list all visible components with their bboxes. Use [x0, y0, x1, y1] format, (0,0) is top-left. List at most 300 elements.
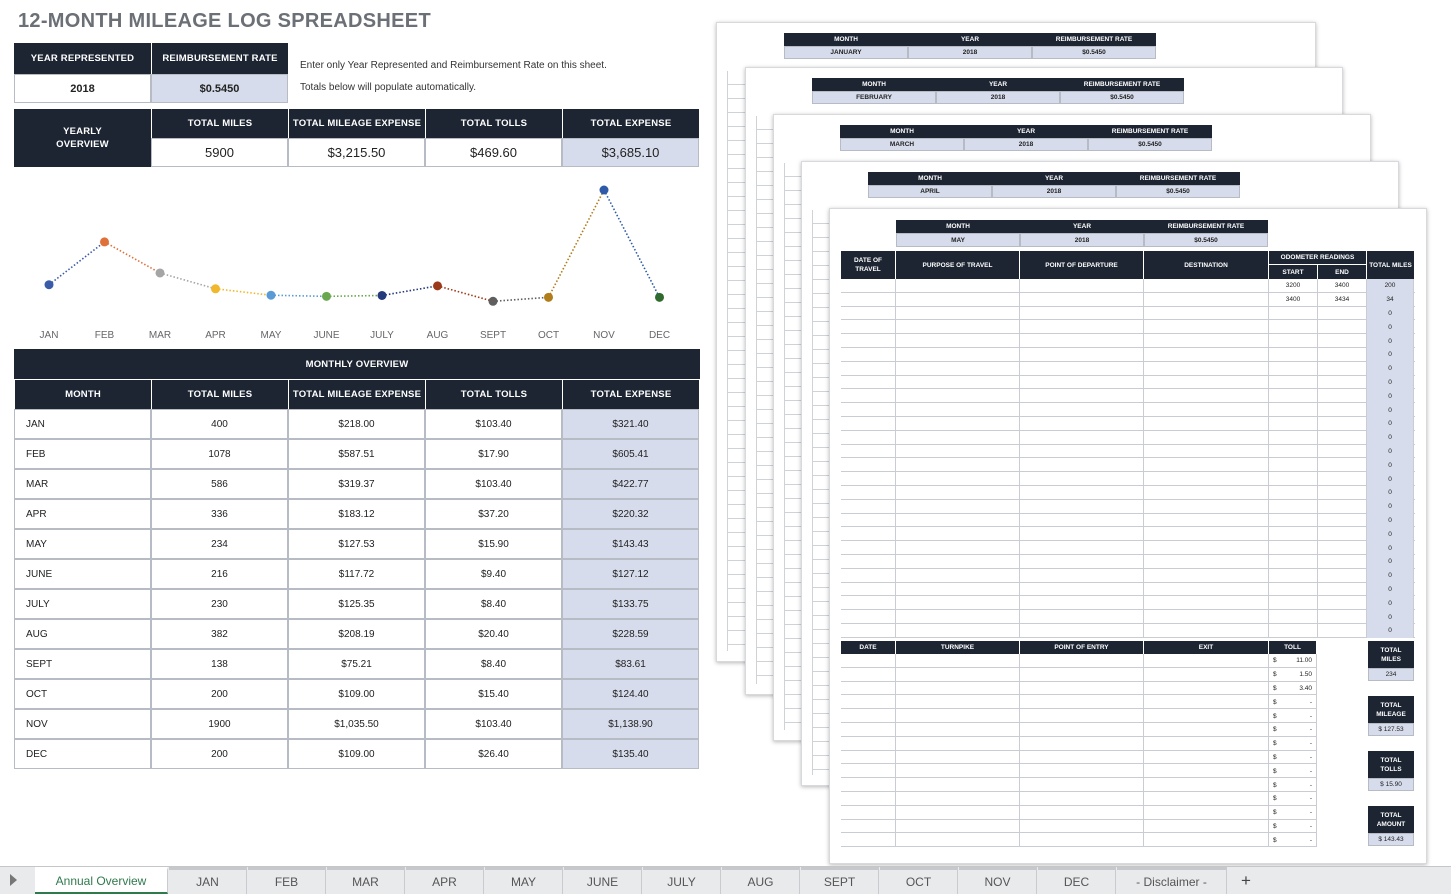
- trip-cell: 0: [1367, 555, 1414, 569]
- x-tick-label: AUG: [426, 330, 449, 341]
- tab-june[interactable]: JUNE: [564, 867, 642, 894]
- series-segment: [493, 297, 549, 301]
- x-tick-label: NOV: [593, 330, 615, 341]
- monthly-cell: 216: [151, 559, 288, 589]
- add-sheet-plus-icon[interactable]: +: [1241, 870, 1251, 890]
- toll-column-header: TURNPIKE: [896, 641, 1019, 654]
- table-row: [841, 654, 1317, 668]
- monthly-cell: $125.35: [288, 589, 425, 619]
- trip-cell: [1318, 362, 1367, 376]
- summary-label: TOTAL MILEAGE: [1368, 696, 1414, 723]
- trip-column-header: POINT OF DEPARTURE: [1020, 251, 1143, 279]
- trip-cell: 0: [1367, 307, 1414, 321]
- trip-cell: [1269, 541, 1318, 555]
- trip-cell: [841, 376, 896, 390]
- table-row: [841, 307, 1415, 321]
- trip-cell: 0: [1367, 500, 1414, 514]
- trip-cell: [1020, 431, 1144, 445]
- tab-apr[interactable]: APR: [406, 867, 484, 894]
- trip-cell: 0: [1367, 320, 1414, 334]
- trip-cell: [1144, 486, 1269, 500]
- monthly-cell: $109.00: [288, 679, 425, 709]
- trip-cell: [841, 417, 896, 431]
- trip-cell: [896, 320, 1020, 334]
- trip-cell: [1020, 610, 1144, 624]
- tab-feb[interactable]: FEB: [248, 867, 326, 894]
- toll-cell: [841, 654, 896, 668]
- trip-cell: [1318, 596, 1367, 610]
- trip-cell: 0: [1367, 334, 1414, 348]
- table-row: [841, 279, 1415, 293]
- trip-cell: [1144, 403, 1269, 417]
- trip-cell: [841, 500, 896, 514]
- preview-year-value: 2018: [992, 185, 1116, 198]
- trip-cell: [1144, 348, 1269, 362]
- summary-value: $ 15.90: [1368, 778, 1414, 791]
- table-row: [841, 293, 1415, 307]
- trip-cell: [1144, 417, 1269, 431]
- toll-cell: [841, 751, 896, 765]
- monthly-overview-title: MONTHLY OVERVIEW: [14, 349, 700, 379]
- toll-cell: [1020, 682, 1144, 696]
- x-tick-label: JULY: [370, 330, 394, 341]
- table-row: [841, 403, 1415, 417]
- trip-cell: [896, 610, 1020, 624]
- toll-cell: [896, 751, 1020, 765]
- trip-cell: [841, 583, 896, 597]
- trip-cell: [841, 610, 896, 624]
- trip-cell: [1020, 458, 1144, 472]
- table-row: [841, 569, 1415, 583]
- toll-currency: $: [1273, 712, 1277, 720]
- series-segment: [271, 295, 327, 296]
- toll-cell: [841, 764, 896, 778]
- toll-cell: [1269, 682, 1317, 696]
- trip-cell: [1269, 431, 1318, 445]
- toll-cell: [896, 695, 1020, 709]
- table-row: [841, 682, 1317, 696]
- toll-cell: [1144, 695, 1269, 709]
- table-row: [841, 583, 1415, 597]
- table-row: [841, 472, 1415, 486]
- toll-cell: [896, 833, 1020, 847]
- trip-cell: [1020, 279, 1144, 293]
- x-tick-label: DEC: [648, 330, 671, 341]
- trip-cell: [1144, 514, 1269, 528]
- trip-cell: 0: [1367, 527, 1414, 541]
- monthly-cell: 382: [151, 619, 288, 649]
- trip-cell: [1144, 472, 1269, 486]
- yearly-total-tolls-value: $469.60: [425, 138, 562, 167]
- preview-month-header: MONTH: [896, 220, 1020, 233]
- data-point: [600, 186, 609, 195]
- monthly-cell: $103.40: [425, 409, 562, 439]
- monthly-cell: $1,035.50: [288, 709, 425, 739]
- yearly-label-line-2: OVERVIEW: [56, 139, 109, 150]
- preview-rate-header: REIMBURSEMENT RATE: [1060, 78, 1184, 91]
- odometer-end-header: END: [1318, 265, 1366, 279]
- monthly-cell: $1,138.90: [562, 709, 699, 739]
- table-row: [841, 376, 1415, 390]
- table-row: [841, 709, 1317, 723]
- yearly-total-miles-value: 5900: [151, 138, 288, 167]
- toll-currency: $: [1273, 684, 1277, 692]
- toll-column-header: DATE: [841, 641, 895, 654]
- toll-cell: [1144, 723, 1269, 737]
- toll-cell: [1144, 764, 1269, 778]
- monthly-cell: DEC: [14, 739, 151, 769]
- x-tick-label: FEB: [94, 330, 115, 341]
- toll-cell: [896, 737, 1020, 751]
- trip-cell: [896, 527, 1020, 541]
- trip-cell: [1020, 293, 1144, 307]
- toll-cell: [1269, 764, 1317, 778]
- trip-cell: [1318, 417, 1367, 431]
- trip-cell: [841, 293, 896, 307]
- preview-month-value: JANUARY: [784, 46, 908, 59]
- trip-cell: [841, 362, 896, 376]
- table-row: [841, 737, 1317, 751]
- trip-cell: [896, 417, 1020, 431]
- monthly-cell: $8.40: [425, 649, 562, 679]
- trip-cell: [841, 458, 896, 472]
- tab-dec[interactable]: DEC: [1038, 867, 1116, 894]
- data-point: [45, 280, 54, 289]
- monthly-cell: $135.40: [562, 739, 699, 769]
- toll-cell: [841, 778, 896, 792]
- tab-mar[interactable]: MAR: [327, 867, 405, 894]
- toll-column-header: POINT OF ENTRY: [1020, 641, 1143, 654]
- table-row: [841, 417, 1415, 431]
- page-title: 12-MONTH MILEAGE LOG SPREADSHEET: [18, 10, 431, 32]
- trip-cell: [896, 431, 1020, 445]
- trip-cell: [841, 555, 896, 569]
- table-row: [841, 751, 1317, 765]
- data-point: [433, 281, 442, 290]
- toll-cell: [841, 833, 896, 847]
- trip-cell: [841, 486, 896, 500]
- toll-amount: 11.00: [1296, 657, 1312, 665]
- preview-year-value: 2018: [964, 138, 1088, 151]
- series-segment: [160, 273, 216, 289]
- preview-month-value: MAY: [896, 233, 1020, 247]
- trip-cell: [1020, 624, 1144, 638]
- odometer-header: ODOMETER READINGS: [1269, 251, 1366, 264]
- preview-month-header: MONTH: [868, 172, 992, 185]
- preview-month-value: MARCH: [840, 138, 964, 151]
- trip-cell: 0: [1367, 389, 1414, 403]
- tab-may[interactable]: MAY: [485, 867, 563, 894]
- monthly-cell: $75.21: [288, 649, 425, 679]
- trip-cell: [1269, 610, 1318, 624]
- trip-cell: [1144, 458, 1269, 472]
- table-row: [841, 610, 1415, 624]
- preview-month-header: MONTH: [784, 33, 908, 46]
- table-row: [841, 624, 1415, 638]
- trip-cell: [1144, 307, 1269, 321]
- table-row: [841, 792, 1317, 806]
- toll-cell: [1020, 695, 1144, 709]
- preview-month-value: APRIL: [868, 185, 992, 198]
- trip-cell: 0: [1367, 376, 1414, 390]
- reimbursement-rate-cell[interactable]: $0.5450: [151, 74, 288, 103]
- trip-cell: [896, 486, 1020, 500]
- monthly-cell: 200: [151, 739, 288, 769]
- monthly-cell: $117.72: [288, 559, 425, 589]
- month-sheet-preview-may: [829, 208, 1427, 864]
- trip-cell: 0: [1367, 362, 1414, 376]
- tab-july[interactable]: JULY: [643, 867, 721, 894]
- monthly-cell: AUG: [14, 619, 151, 649]
- data-point: [489, 297, 498, 306]
- table-row: [841, 389, 1415, 403]
- toll-cell: [841, 695, 896, 709]
- trip-cell: [1269, 583, 1318, 597]
- trip-cell: 0: [1367, 431, 1414, 445]
- monthly-cell: 336: [151, 499, 288, 529]
- monthly-header-3: TOTAL TOLLS: [425, 379, 562, 409]
- monthly-cell: $321.40: [562, 409, 699, 439]
- trip-cell: [1318, 307, 1367, 321]
- preview-year-header: YEAR: [992, 172, 1116, 185]
- trip-cell: [896, 555, 1020, 569]
- table-row: [841, 362, 1415, 376]
- tab-sept[interactable]: SEPT: [801, 867, 879, 894]
- preview-year-header: YEAR: [964, 125, 1088, 138]
- tab-jan[interactable]: JAN: [169, 867, 247, 894]
- toll-cell: [841, 668, 896, 682]
- toll-cell: [1144, 833, 1269, 847]
- trip-cell: [841, 445, 896, 459]
- toll-cell: [896, 723, 1020, 737]
- toll-cell: [1144, 751, 1269, 765]
- toll-cell: [1269, 709, 1317, 723]
- monthly-cell: $220.32: [562, 499, 699, 529]
- trip-cell: 0: [1367, 624, 1414, 638]
- trip-cell: [1269, 472, 1318, 486]
- trip-cell: [1144, 320, 1269, 334]
- toll-currency: $: [1273, 795, 1277, 803]
- trip-cell: 0: [1367, 403, 1414, 417]
- table-row: [841, 764, 1317, 778]
- monthly-miles-chart: [14, 172, 700, 348]
- year-represented-header: YEAR REPRESENTED: [14, 43, 151, 74]
- monthly-header-0: MONTH: [14, 379, 151, 409]
- trip-cell: [1144, 293, 1269, 307]
- monthly-cell: 230: [151, 589, 288, 619]
- tab-nov[interactable]: NOV: [959, 867, 1037, 894]
- scroll-tabs-arrow-icon[interactable]: [10, 874, 17, 886]
- trip-cell: [896, 514, 1020, 528]
- summary-label: TOTAL AMOUNT: [1368, 806, 1414, 833]
- monthly-cell: $124.40: [562, 679, 699, 709]
- data-point: [655, 293, 664, 302]
- trip-cell: [1144, 610, 1269, 624]
- toll-cell: [896, 820, 1020, 834]
- toll-cell: [1144, 792, 1269, 806]
- yearly-total-miles-header: TOTAL MILES: [151, 109, 288, 138]
- table-row: [841, 723, 1317, 737]
- trip-column-header: PURPOSE OF TRAVEL: [896, 251, 1019, 279]
- monthly-cell: 234: [151, 529, 288, 559]
- yearly-label-line-1: YEARLY: [63, 126, 102, 137]
- preview-year-header: YEAR: [908, 33, 1032, 46]
- trip-cell: [1318, 472, 1367, 486]
- trip-cell: [896, 624, 1020, 638]
- monthly-cell: MAR: [14, 469, 151, 499]
- toll-amount: -: [1309, 740, 1312, 748]
- trip-cell: [896, 596, 1020, 610]
- trip-cell: [1269, 555, 1318, 569]
- trip-cell: 0: [1367, 541, 1414, 555]
- trip-cell: [1269, 596, 1318, 610]
- series-segment: [549, 190, 605, 297]
- year-represented-cell[interactable]: 2018: [14, 74, 151, 103]
- monthly-cell: JUNE: [14, 559, 151, 589]
- toll-cell: [1020, 709, 1144, 723]
- toll-amount: -: [1309, 753, 1312, 761]
- monthly-cell: 1078: [151, 439, 288, 469]
- monthly-cell: $26.40: [425, 739, 562, 769]
- toll-cell: [1020, 792, 1144, 806]
- trip-cell: [1269, 334, 1318, 348]
- monthly-cell: SEPT: [14, 649, 151, 679]
- trip-cell: [841, 307, 896, 321]
- toll-currency: $: [1273, 740, 1277, 748]
- trip-cell: 0: [1367, 472, 1414, 486]
- preview-month-value: FEBRUARY: [812, 91, 936, 104]
- tab-aug[interactable]: AUG: [722, 867, 800, 894]
- table-row: [841, 596, 1415, 610]
- trip-cell: [1020, 596, 1144, 610]
- monthly-cell: $15.40: [425, 679, 562, 709]
- instruction-note-2: Totals below will populate automatically.: [300, 82, 477, 93]
- monthly-cell: 400: [151, 409, 288, 439]
- trip-cell: [1269, 527, 1318, 541]
- trip-cell: 3400: [1269, 293, 1318, 307]
- summary-value: 234: [1368, 668, 1414, 681]
- trip-cell: [896, 348, 1020, 362]
- trip-cell: [841, 569, 896, 583]
- monthly-cell: 138: [151, 649, 288, 679]
- table-row: [841, 445, 1415, 459]
- toll-cell: [896, 668, 1020, 682]
- toll-currency: $: [1273, 809, 1277, 817]
- data-point: [544, 293, 553, 302]
- monthly-header-4: TOTAL EXPENSE: [562, 379, 699, 409]
- tab-annual-overview[interactable]: Annual Overview: [35, 867, 168, 894]
- monthly-cell: $9.40: [425, 559, 562, 589]
- trip-cell: [1144, 431, 1269, 445]
- tab-disclaimer[interactable]: - Disclaimer -: [1117, 867, 1227, 894]
- trip-cell: [1269, 376, 1318, 390]
- trip-column-header: DATE OF TRAVEL: [841, 251, 895, 279]
- toll-cell: [1269, 737, 1317, 751]
- trip-cell: [1318, 624, 1367, 638]
- trip-cell: [1144, 527, 1269, 541]
- trip-cell: 0: [1367, 458, 1414, 472]
- monthly-cell: JAN: [14, 409, 151, 439]
- preview-year-value: 2018: [1020, 233, 1144, 247]
- monthly-cell: $83.61: [562, 649, 699, 679]
- monthly-cell: JULY: [14, 589, 151, 619]
- toll-cell: [896, 709, 1020, 723]
- table-row: [841, 320, 1415, 334]
- preview-year-value: 2018: [936, 91, 1060, 104]
- monthly-cell: $605.41: [562, 439, 699, 469]
- trip-cell: [841, 348, 896, 362]
- trip-cell: [1020, 527, 1144, 541]
- monthly-cell: $8.40: [425, 589, 562, 619]
- trip-cell: 0: [1367, 610, 1414, 624]
- trip-cell: [896, 541, 1020, 555]
- toll-cell: [1020, 723, 1144, 737]
- x-tick-label: SEPT: [479, 330, 507, 341]
- tab-oct[interactable]: OCT: [880, 867, 958, 894]
- trip-cell: [1318, 445, 1367, 459]
- trip-cell: [896, 445, 1020, 459]
- yearly-total-expense-header: TOTAL EXPENSE: [562, 109, 699, 138]
- preview-rate-header: REIMBURSEMENT RATE: [1144, 220, 1268, 233]
- toll-cell: [896, 654, 1020, 668]
- trip-cell: [1020, 376, 1144, 390]
- trip-cell: [1269, 569, 1318, 583]
- toll-cell: [841, 709, 896, 723]
- trip-cell: [1269, 486, 1318, 500]
- toll-amount: -: [1309, 698, 1312, 706]
- trip-cell: [841, 320, 896, 334]
- trip-cell: [896, 472, 1020, 486]
- trip-cell: [1144, 555, 1269, 569]
- toll-amount: -: [1309, 726, 1312, 734]
- toll-cell: [1269, 723, 1317, 737]
- monthly-cell: $587.51: [288, 439, 425, 469]
- table-row: [841, 695, 1317, 709]
- toll-cell: [841, 806, 896, 820]
- toll-cell: [1020, 806, 1144, 820]
- trip-cell: [841, 472, 896, 486]
- monthly-cell: $127.53: [288, 529, 425, 559]
- trip-cell: [841, 389, 896, 403]
- toll-cell: [1269, 654, 1317, 668]
- x-tick-label: JUNE: [313, 330, 340, 341]
- toll-currency: $: [1273, 753, 1277, 761]
- trip-cell: 34: [1367, 293, 1414, 307]
- toll-cell: [841, 792, 896, 806]
- monthly-cell: $218.00: [288, 409, 425, 439]
- toll-amount: -: [1309, 836, 1312, 844]
- trip-cell: [1318, 320, 1367, 334]
- trip-cell: [1020, 472, 1144, 486]
- series-segment: [604, 190, 660, 297]
- monthly-cell: $37.20: [425, 499, 562, 529]
- series-segment: [382, 286, 438, 296]
- trip-cell: [1318, 569, 1367, 583]
- trip-cell: [1269, 458, 1318, 472]
- toll-amount: 1.50: [1299, 671, 1312, 679]
- monthly-cell: $127.12: [562, 559, 699, 589]
- trip-cell: [1144, 279, 1269, 293]
- trip-cell: [841, 527, 896, 541]
- toll-currency: $: [1273, 781, 1277, 789]
- trip-cell: 3200: [1269, 279, 1318, 293]
- trip-cell: 0: [1367, 583, 1414, 597]
- total-miles-column-header: TOTAL MILES: [1367, 251, 1414, 279]
- data-point: [100, 237, 109, 246]
- table-row: [841, 555, 1415, 569]
- trip-cell: [1318, 500, 1367, 514]
- instruction-note-1: Enter only Year Represented and Reimbursement Rate on this sheet.: [300, 60, 607, 71]
